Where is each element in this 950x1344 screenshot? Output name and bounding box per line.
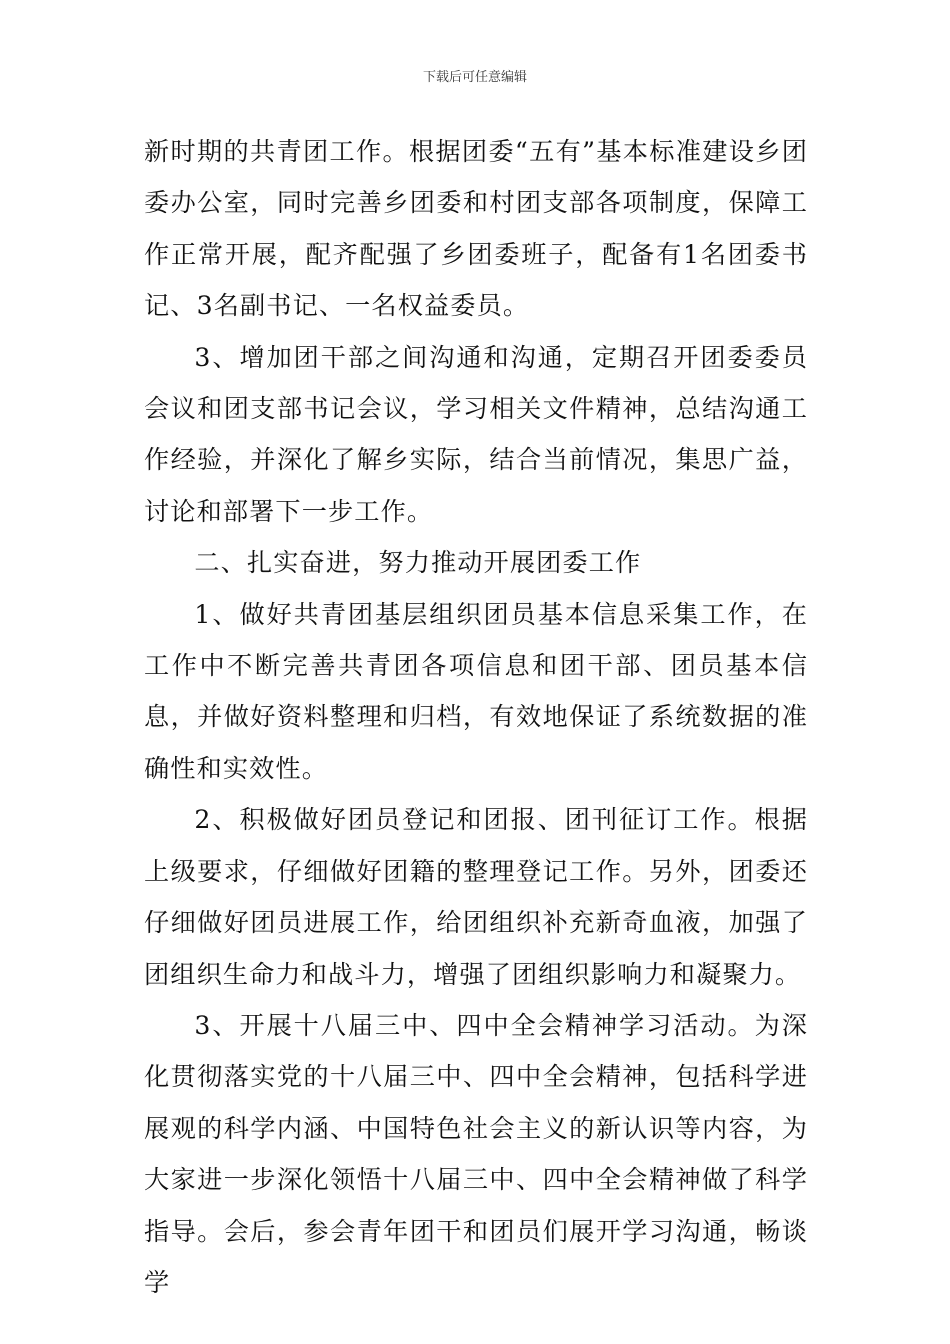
- section-heading-2: 二、扎实奋进，努力推动开展团委工作: [194, 548, 642, 578]
- paragraph-item-2-registration: 2、积极做好团员登记和团报、团刊征订工作。根据上级要求，仔细做好团籍的整理登记工作。另外，团委还仔细做好团员进展工作，给团组织补充新奇血液，加强了团组织生命力和战斗力，增强了团组织影响力和凝聚力。: [144, 805, 808, 989]
- paragraph-item-3-study-activity: 3、开展十八届三中、四中全会精神学习活动。为深化贯彻落实党的十八届三中、四中全会精神，包括科学进展观的科学内涵、中国特色社会主义的新认识等内容，为大家进一步深化领悟十八届三中、四中全会精神做了科学指导。会后，参会青年团干和团员们展开学习沟通，畅谈学: [144, 1010, 808, 1297]
- paragraph-item-1-info-collection: 1、做好共青团基层组织团员基本信息采集工作，在工作中不断完善共青团各项信息和团干部、团员基本信息，并做好资料整理和归档，有效地保证了系统数据的准确性和实效性。: [144, 599, 808, 783]
- page-header: 下载后可任意编辑: [422, 70, 527, 85]
- paragraph-continuation: 新时期的共青团工作。根据团委“五有”基本标准建设乡团委办公室，同时完善乡团委和村团支部各项制度，保障工作正常开展，配齐配强了乡团委班子，配备有1名团委书记、3名副书记、一名权益委员。: [144, 137, 808, 321]
- document-body: [144, 126, 808, 1308]
- paragraph-item-3-communication: 3、增加团干部之间沟通和沟通，定期召开团委委员会议和团支部书记会议，学习相关文件精神，总结沟通工作经验，并深化了解乡实际，结合当前情况，集思广益，讨论和部署下一步工作。: [144, 342, 808, 526]
